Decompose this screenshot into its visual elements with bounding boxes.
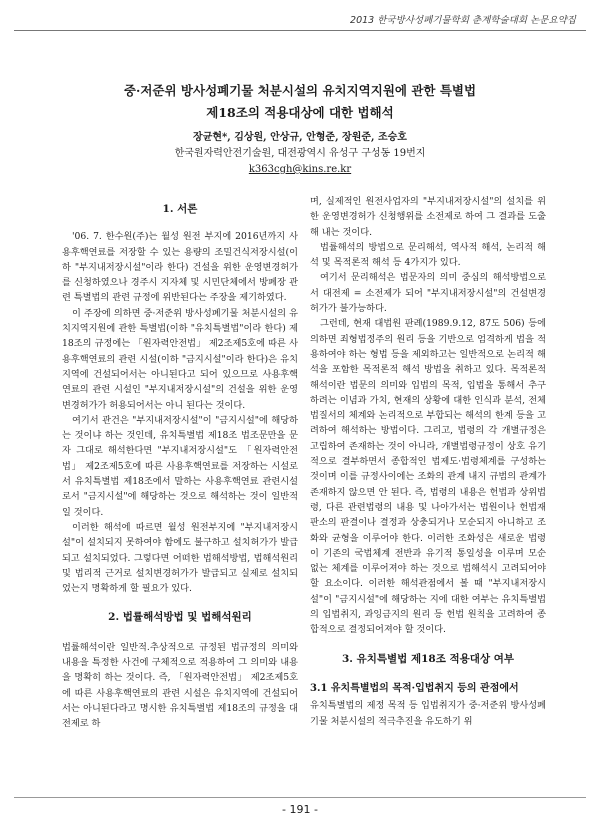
left-column (62, 200, 298, 732)
right-column (310, 194, 546, 729)
paragraph: 여기서 관건은 "부지내저장시설"이 "금지시설"에 해당하는 것이냐 하는 것인데, 유치특별법 제18조 법조문만을 문자 그대로 해석한다면 "부지내저장시설"도 「원자력안전법」 제2조제5호에 따른 사용후핵연료를 저장하는 시설로서 유치특별법 제18조에서 말하는 사용후핵연료 관련시설로서 "금지시설"에 해당하는 것으로 해석하는 것이 일반적일 것이다. (62, 414, 298, 518)
paragraph: 유치특별법의 제정 목적 등 입법취지가 중·저준위 방사성폐기물 처분시설의 적극추진을 유도하기 위 (310, 700, 546, 727)
page-number: - 191 - (282, 803, 318, 816)
section-1-heading: 1. 서론 (162, 203, 198, 215)
author-affiliation: 한국원자력안전기술원, 대전광역시 유성구 구성동 19번지 (174, 148, 426, 159)
paragraph: 법률해석의 방법으로 문리해석, 역사적 해석, 논리적 해석 및 목적론적 해석 등 4가지가 있다. (310, 241, 546, 269)
paragraph: '06. 7. 한수원(주)는 월성 원전 부지에 2016년까지 사용후핵연료를 저장할 수 있는 용량의 조밀건식저장시설(이하 "부지내저장시설"이라 한다) 건설을 위한 운영변경허가를 신청하였으나 경주시 지자체 및 시민단체에서 방폐장 관련 특별법의 관련 규정에 위반된다는 주장을 제기하였다. (62, 231, 298, 304)
paragraph: 법률해석이란 일반적.추상적으로 규정된 법규정의 의미와 내용을 특정한 사건에 구체적으로 적용하여 그 의미와 내용을 명확히 하는 것이다. 즉, 「원자력안전법」 제2조제5호에 따른 사용후핵연료의 관련 시설은 유치지역에 건설되어서는 아니된다라고 명시한 유치특별법 제18조의 규정을 대전제로 하 (62, 641, 298, 730)
author-names: 장균현*, 김상원, 안상규, 안형준, 장원준, 조승호 (193, 132, 407, 143)
section-2-heading: 2. 법률해석방법 및 법해석원리 (108, 611, 252, 624)
header-rule (14, 30, 586, 31)
paragraph: 그런데, 현재 대법원 판례(1989.9.12, 87도 506) 등에 의하면 죄형법정주의 원리 등을 기반으로 엄격하게 법을 적용하여야 하는 형법 등을 제외하고는 일반적으로 논리적 해석을 포함한 목적론적 해석 방법을 취하고 있다. 목적론적 해석이란 법문의 의미와 입법의 목적, 입법을 통해서 추구하려는 이념과 가치, 현재의 상황에 대한 인식과 분석, 전체 법질서의 체계와 논리적으로 부합되는 해석의 한계 등을 고려하여 해석하는 방법이다. 그리고, 법령의 각 개별규정은 고립하여 존재하는 것이 아니라, 개별법령규정이 상호 유기적으로 결부하면서 종합적인 법제도·법령체계를 구성하는 것이며 이를 규정사이에는 조화의 관계 내지 규범의 관계가 존재하지 않으면 안 된다. 즉, 법령의 내용은 헌법과 상위법령, 다른 관련법령의 내용 및 나아가서는 법원이나 헌법재판소의 판결이나 결정과 상충되거나 모순되지 아니하고 조화와 균형을 이루어야 한다. 이러한 조화성은 새로운 법령이 기존의 국법체계 전반과 유기적 통일성을 이루며 모순 없는 체계를 이루어져야 하는 것으로 법해석시 고려되어야 할 요소이다. 이러한 해석관점에서 볼 때 "부지내저장시설"이 "금지시설"에 해당하는 지에 대한 여부는 유치특별법의 입법취지, 과잉금지의 원리 등 헌법 원칙을 고려하여 종합적으로 결정되어져야 할 것이다. (310, 318, 546, 636)
paragraph: 이 주장에 의하면 중·저준위 방사성폐기물 처분시설의 유치지역지원에 관한 특별법(이하 "유치특별법"이라 한다) 제18조의 규정에는 「원자력안전법」 제2조제5호에 따른 사용후핵연료의 관련 시설(이하 "금지시설"이라 한다)은 유치지역에 건설되어서는 아니된다고 되어 있으므로 사용후핵연료의 관련 시설인 "부지내저장시설"의 건설을 위한 운영변경허가가 허용되어서는 아니 된다는 것이다. (62, 307, 298, 411)
paragraph: 며, 실제적인 원전사업자의 "부지내저장시설"의 설치를 위한 운영변경허가 신청행위를 소전제로 하여 그 결과를 도출해 내는 것이다. (310, 196, 546, 238)
title-line-2: 제18조의 적용대상에 대한 법해석 (206, 105, 394, 120)
paragraph: 여기서 문리해석은 법문자의 의미 중심의 해석방법으로서 대전제 = 소전제가 되어 "부지내저장시설"의 건설변경허가가 불가능하다. (310, 272, 546, 315)
conference-header: 2013 한국방사성폐기물학회 춘계학술대회 논문요약집 (350, 15, 576, 26)
title-line-1: 중·저준위 방사성폐기물 처분시설의 유치지역지원에 관한 특별법 (123, 83, 477, 98)
footer-rule (14, 797, 586, 798)
author-block (60, 130, 540, 178)
author-email[interactable]: k363cgh@kins.re.kr (248, 164, 352, 175)
paragraph: 이러한 해석에 따르면 월성 원전부지에 "부지내저장시설"이 설치되지 못하여야 함에도 불구하고 설치허가가 발급되고 설치되었다. 그렇다면 어떠한 법해석방법, 법해석원리 및 법리적 근거로 설치변경허가가 발급되고 실제로 설치되었는지 명확하게 할 필요가 있다. (62, 521, 298, 595)
section-3-heading: 3. 유치특별법 제18조 적용대상 여부 (341, 652, 515, 665)
subsection-3-1-heading: 3.1 유치특별법의 목적·입법취지 등의 관점에서 (310, 682, 519, 694)
paper-title (60, 80, 540, 124)
